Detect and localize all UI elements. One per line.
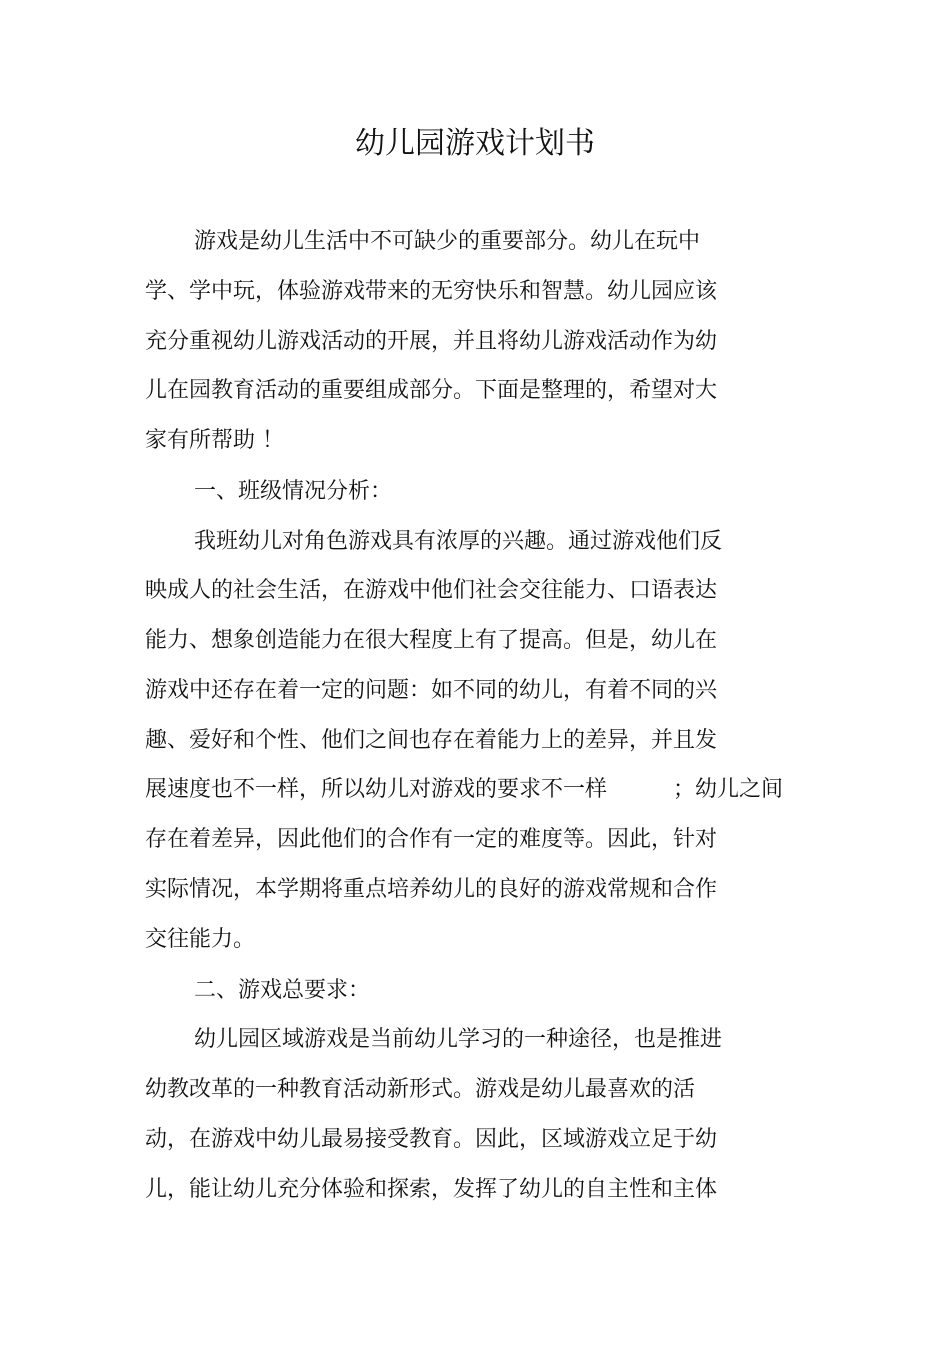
paragraph-line: 游戏是幼儿生活中不可缺少的重要部分。幼儿在玩中 xyxy=(194,229,701,254)
paragraph-line: 幼教改革的一种教育活动新形式。游戏是幼儿最喜欢的活 xyxy=(145,1077,696,1102)
paragraph-line: 家有所帮助 ！ xyxy=(145,428,284,453)
paragraph-line: 我班幼儿对角色游戏具有浓厚的兴趣。通过游戏他们反 xyxy=(194,529,723,554)
paragraph-line: 儿，能让幼儿充分体验和探索，发挥了幼儿的自主性和主体 xyxy=(145,1177,718,1202)
section-heading: 二、游戏总要求： xyxy=(194,978,371,1003)
paragraph-line: 动，在游戏中幼儿最易接受教育。因此，区域游戏立足于幼 xyxy=(145,1127,718,1152)
paragraph-line: 交往能力。 xyxy=(145,927,256,952)
paragraph-line: 趣、爱好和个性、他们之间也存在着能力上的差异，并且发 xyxy=(145,728,718,753)
section-heading: 一、班级情况分析： xyxy=(194,479,393,504)
paragraph-line: 展速度也不一样，所以幼儿对游戏的要求不一样 ；幼儿之间 xyxy=(145,777,784,802)
paragraph-line: 儿在园教育活动的重要组成部分。下面是整理的，希望对大 xyxy=(145,378,718,403)
paragraph-line: 实际情况，本学期将重点培养幼儿的良好的游戏常规和合作 xyxy=(145,877,718,902)
paragraph-line: 映成人的社会生活，在游戏中他们社会交往能力、口语表达 xyxy=(145,578,718,603)
paragraph-line: 充分重视幼儿游戏活动的开展，并且将幼儿游戏活动作为幼 xyxy=(145,329,718,354)
paragraph-line: 游戏中还存在着一定的问题：如不同的幼儿，有着不同的兴 xyxy=(145,678,718,703)
paragraph-line: 幼儿园区域游戏是当前幼儿学习的一种途径，也是推进 xyxy=(194,1027,723,1052)
document-title: 幼儿园游戏计划书 xyxy=(355,126,595,161)
paragraph-line: 能力、想象创造能力在很大程度上有了提高。但是，幼儿在 xyxy=(145,628,718,653)
paragraph-line: 学、学中玩，体验游戏带来的无穷快乐和智慧。幼儿园应该 xyxy=(145,279,718,304)
paragraph-line: 存在着差异，因此他们的合作有一定的难度等。因此，针对 xyxy=(145,827,718,852)
